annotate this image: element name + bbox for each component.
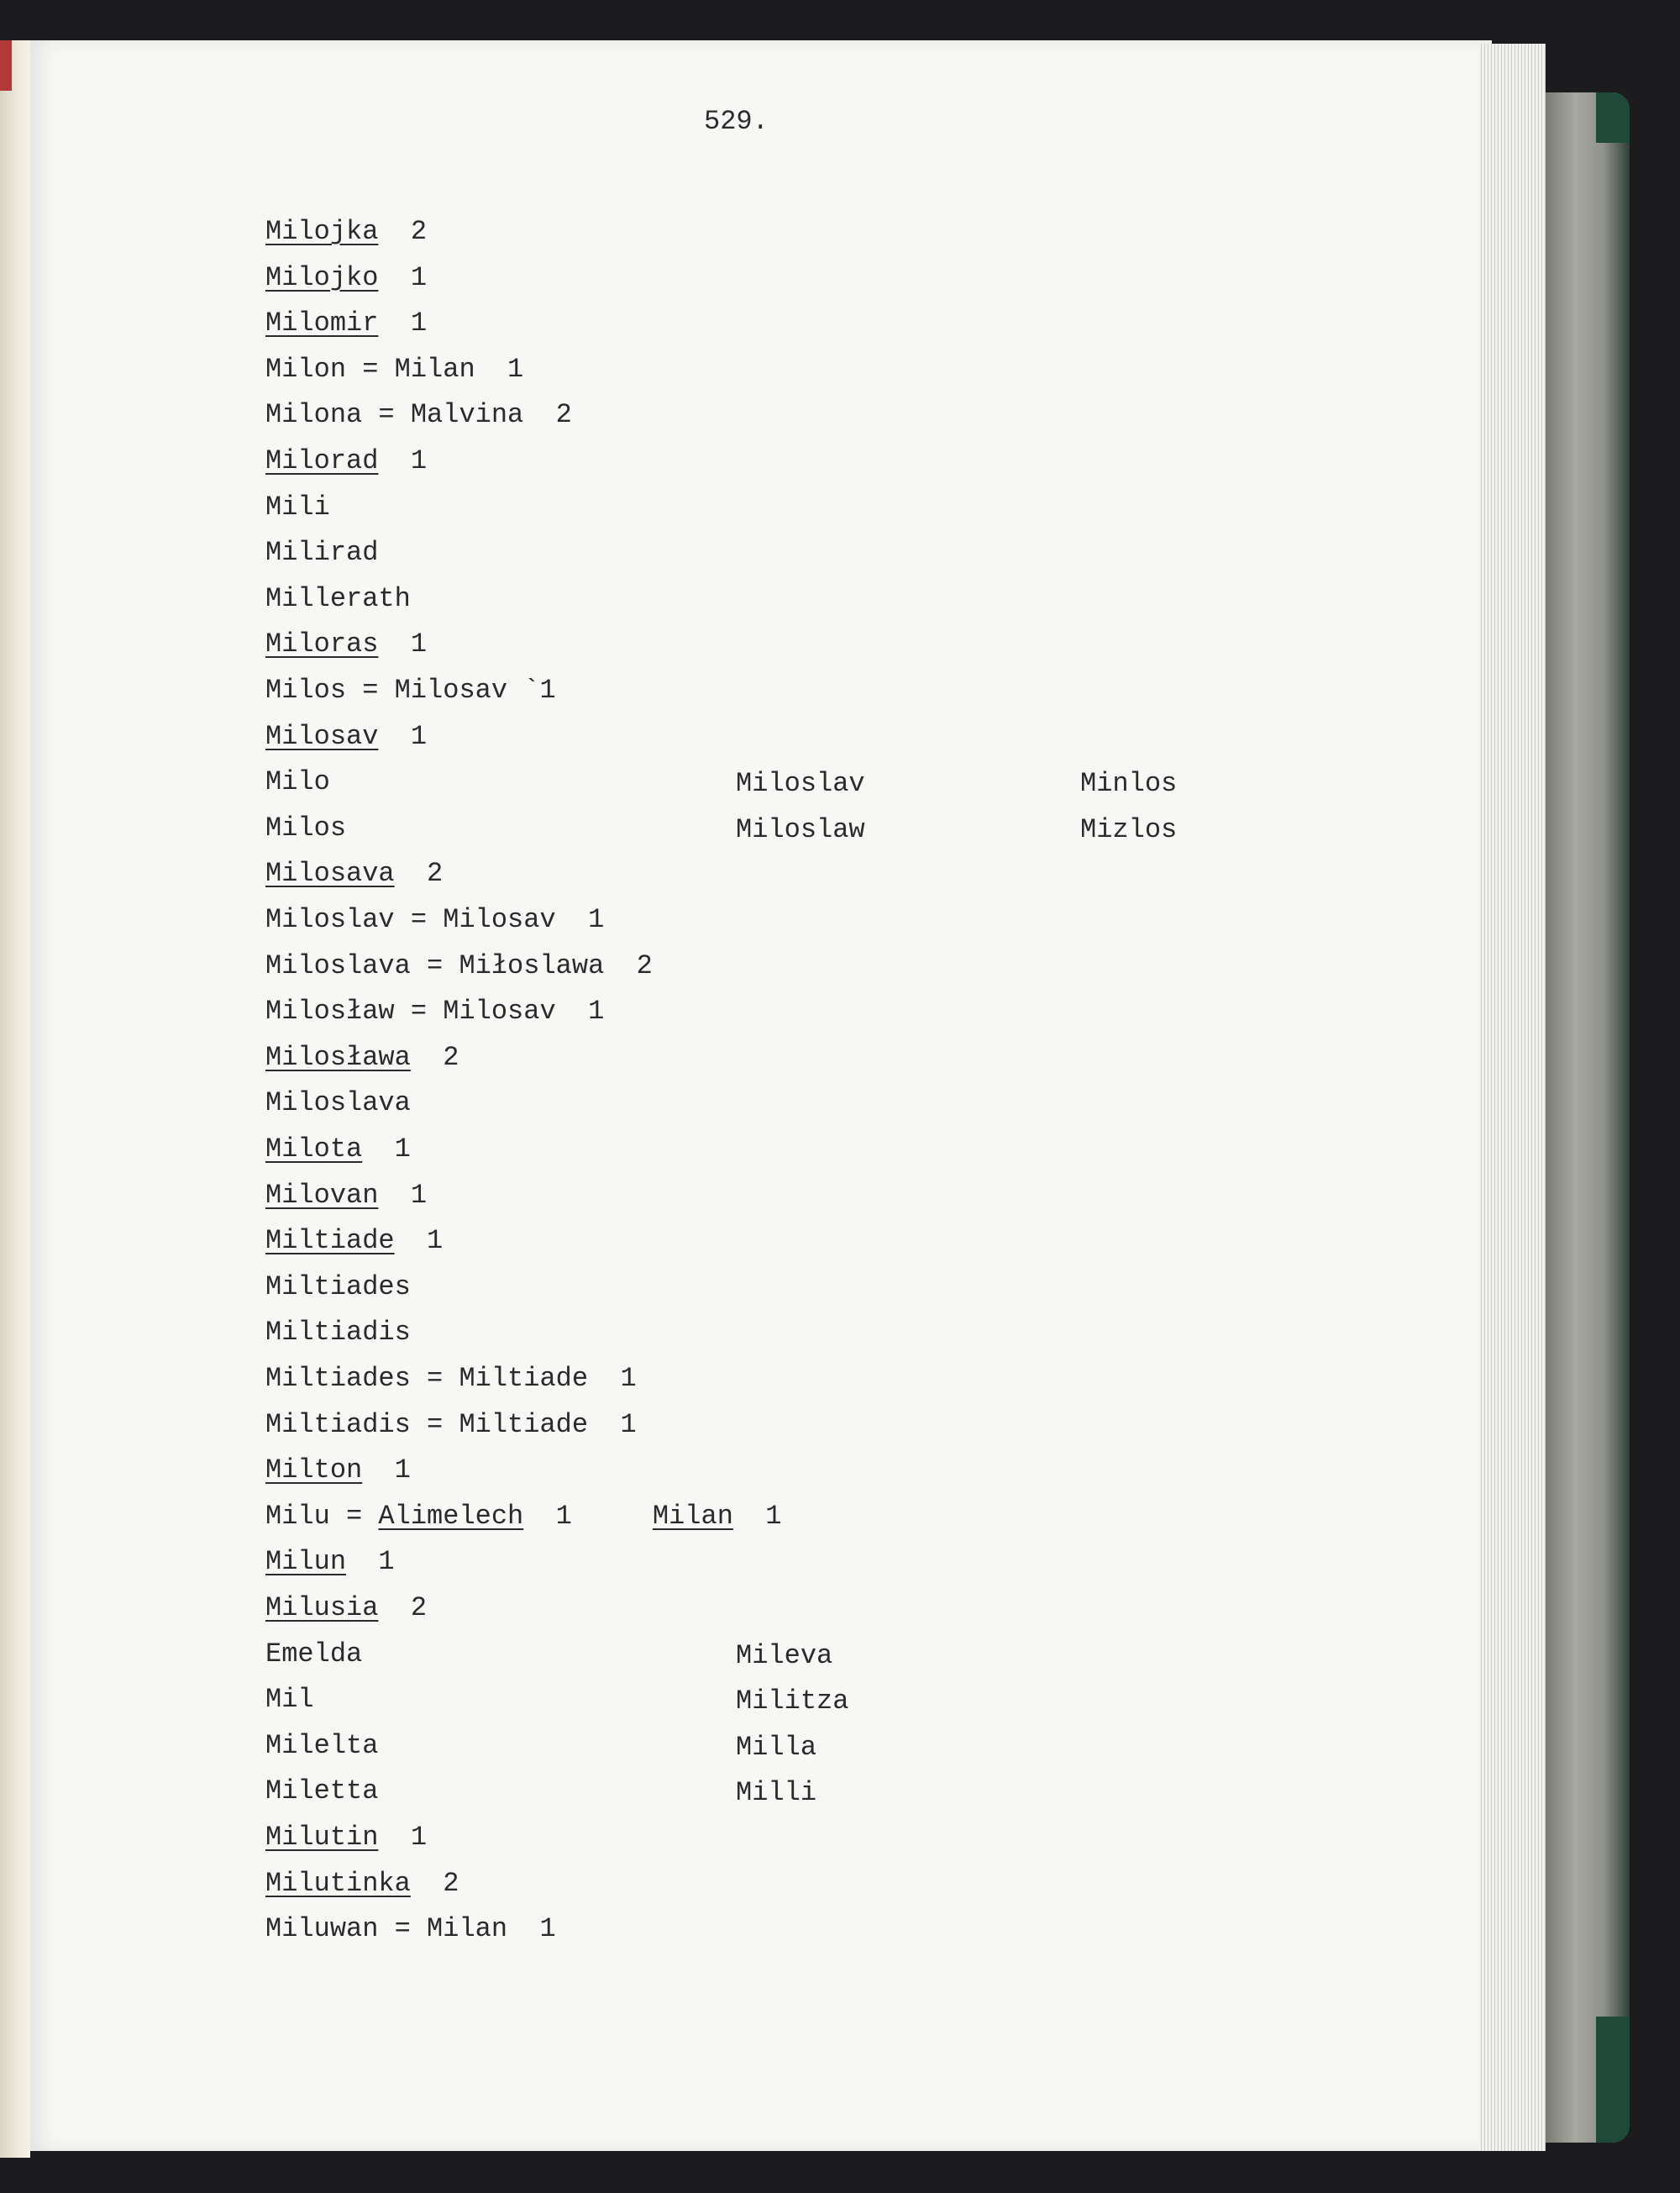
variant-column-3: Minlos xyxy=(1080,768,1178,800)
entry-text: Miloslav = Milosav 1 xyxy=(265,904,605,935)
entry-text: Milelta xyxy=(265,1729,379,1761)
entry-text: Milu = xyxy=(265,1500,379,1532)
name-entry xyxy=(265,1179,427,1212)
entry-text: Milona = Malvina 2 xyxy=(265,399,572,431)
underlined-name: Milojka xyxy=(265,216,379,247)
entry-text: 2 xyxy=(378,1592,428,1623)
entry-text: Milon = Milan 1 xyxy=(265,353,524,385)
entry-text: Milosław = Milosav 1 xyxy=(265,996,605,1028)
underlined-name: Milutinka xyxy=(265,1867,411,1899)
underlined-name: Miloras xyxy=(265,628,379,660)
name-entry xyxy=(265,353,523,387)
entry-text: 2 xyxy=(410,1867,459,1899)
name-entry xyxy=(265,491,330,524)
name-entry xyxy=(265,903,604,937)
entry-text: Millerath xyxy=(265,582,411,614)
entry-text: Mili xyxy=(265,491,330,523)
underlined-name: Milojko xyxy=(265,261,379,293)
name-entry xyxy=(265,1500,782,1533)
entry-text: Emelda xyxy=(265,1638,363,1670)
underlined-name: Milutin xyxy=(265,1822,379,1853)
entry-text: 2 xyxy=(378,216,428,247)
entry-text: Miloslava = Miłoslawa 2 xyxy=(265,949,653,981)
name-entry xyxy=(265,995,604,1028)
name-entry xyxy=(265,949,653,983)
underlined-name: Milorad xyxy=(265,445,379,476)
cover-corner-bottom xyxy=(1596,2017,1630,2143)
name-entry xyxy=(265,1821,427,1854)
entry-text: Miltiadis xyxy=(265,1317,411,1349)
underlined-name: Milusia xyxy=(265,1592,379,1623)
name-entry xyxy=(265,1729,378,1763)
entry-text: 1 xyxy=(378,1822,428,1853)
variant-column-2: Miloslav xyxy=(736,768,865,800)
entry-text: 2 xyxy=(394,858,444,890)
book-cover xyxy=(1546,92,1630,2143)
name-entry xyxy=(265,1270,411,1304)
name-entry xyxy=(265,1454,411,1487)
entry-text: 1 xyxy=(378,308,428,339)
entry-text: Miloslava xyxy=(265,1087,411,1119)
entry-text: 1 xyxy=(523,1500,653,1532)
name-entry xyxy=(265,582,411,616)
entry-text: Miltiadis = Miltiade 1 xyxy=(265,1408,637,1440)
entry-text: 1 xyxy=(378,1179,428,1211)
entry-text: 1 xyxy=(362,1133,411,1165)
entry-text: Mil xyxy=(265,1684,314,1716)
name-entry xyxy=(265,1316,411,1349)
name-entry xyxy=(265,1224,443,1258)
name-entry xyxy=(265,215,427,249)
name-entry xyxy=(265,1545,395,1579)
variant-column-2: Militza xyxy=(736,1686,849,1717)
entry-text: Milo xyxy=(265,766,330,798)
variant-column-2: Miloslaw xyxy=(736,813,865,845)
name-entry xyxy=(265,1133,411,1166)
name-entry xyxy=(265,261,427,295)
name-entry xyxy=(265,1638,362,1671)
name-entry xyxy=(265,1912,556,1946)
entry-text: 1 xyxy=(346,1546,395,1578)
underlined-name: Milosav xyxy=(265,720,379,752)
variant-column-2: Milli xyxy=(736,1777,817,1809)
name-entry xyxy=(265,536,378,570)
variant-column-3: Mizlos xyxy=(1080,813,1178,845)
underlined-name: Milota xyxy=(265,1133,363,1165)
entry-text: Milirad xyxy=(265,537,379,569)
entry-text: 1 xyxy=(378,261,428,293)
name-entry xyxy=(265,674,556,707)
underlined-name: Milomir xyxy=(265,308,379,339)
underlined-name: Milton xyxy=(265,1454,363,1486)
entry-text: Milos = Milosav `1 xyxy=(265,675,556,706)
name-entry xyxy=(265,765,330,799)
entry-text: Milos xyxy=(265,812,347,844)
name-entry xyxy=(265,1041,459,1075)
entry-text: Miltiades xyxy=(265,1270,411,1302)
name-entry xyxy=(265,1408,637,1442)
underlined-name: Alimelech xyxy=(378,1500,524,1532)
name-entry xyxy=(265,857,443,891)
entry-text: 1 xyxy=(378,445,428,476)
entry-text: 1 xyxy=(362,1454,411,1486)
cover-corner-top xyxy=(1596,92,1630,143)
entry-text: Miluwan = Milan 1 xyxy=(265,1913,556,1945)
name-entry xyxy=(265,1362,637,1396)
page-stack-edges xyxy=(1478,44,1546,2151)
variant-column-2: Milla xyxy=(736,1731,817,1763)
entry-text: 1 xyxy=(378,628,428,660)
underlined-name: Milosława xyxy=(265,1041,411,1073)
name-entry xyxy=(265,1775,378,1808)
name-entry xyxy=(265,307,427,340)
entry-text: Miletta xyxy=(265,1775,379,1807)
name-entry xyxy=(265,444,427,478)
underlined-name: Milan xyxy=(652,1500,733,1532)
entry-text: 2 xyxy=(410,1041,459,1073)
underlined-name: Milun xyxy=(265,1546,347,1578)
book-page xyxy=(30,40,1492,2151)
entry-text: 1 xyxy=(394,1225,444,1257)
name-entry xyxy=(265,1683,314,1717)
name-entry xyxy=(265,812,346,845)
name-entry xyxy=(265,720,427,754)
name-entry xyxy=(265,398,572,432)
entry-text: Miltiades = Miltiade 1 xyxy=(265,1363,637,1394)
name-entry xyxy=(265,1591,427,1625)
underlined-name: Miltiade xyxy=(265,1225,395,1257)
left-bookmark-edge xyxy=(0,40,12,91)
name-entry xyxy=(265,1086,411,1120)
left-page-edge xyxy=(0,40,30,2158)
name-entry xyxy=(265,628,427,661)
page-number: 529. xyxy=(704,106,769,137)
entry-text: 1 xyxy=(378,720,428,752)
variant-column-2: Mileva xyxy=(736,1639,833,1671)
underlined-name: Milosava xyxy=(265,858,395,890)
underlined-name: Milovan xyxy=(265,1179,379,1211)
name-entry xyxy=(265,1867,459,1901)
entry-text: 1 xyxy=(732,1500,782,1532)
